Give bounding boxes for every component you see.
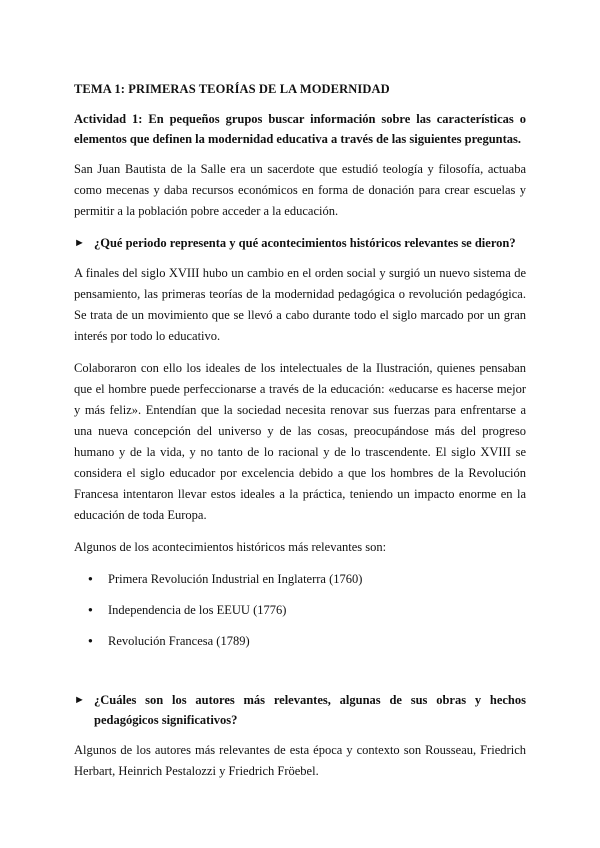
question-authors	[74, 690, 526, 730]
list-item	[74, 631, 526, 651]
question-authors-text: ¿Cuáles son los autores más relevantes, algunas de sus obras y hechos pedagógicos significativos?	[94, 693, 526, 727]
event-text: Independencia de los EEUU (1776)	[108, 603, 287, 617]
activity-statement: Actividad 1: En pequeños grupos buscar información sobre las características o elementos que definen la modernidad educativa a través de las siguientes preguntas.	[74, 112, 526, 146]
events-intro: Algunos de los acontecimientos históricos más relevantes son:	[74, 540, 387, 554]
bullet-icon: ●	[88, 636, 93, 645]
list-item	[74, 600, 526, 620]
paragraph-context: A finales del siglo XVIII hubo un cambio en el orden social y surgió un nuevo sistema de pensamiento, las primeras teorías de la modernidad pedagógica o revolución pedagógica. Se trata de un movimiento que se llevó a cabo durante todo el siglo marcado por un gran interés por todo lo educativo.	[74, 266, 526, 343]
arrow-bullet-icon: ►	[74, 694, 85, 706]
intro-paragraph: San Juan Bautista de la Salle era un sacerdote que estudió teología y filosofía, actuaba como mecenas y daba recursos económicos en forma de donación para crear escuelas y permitir a la población pobre acceder a la educación.	[74, 162, 526, 218]
events-list	[74, 569, 526, 651]
document-title: TEMA 1: PRIMERAS TEORÍAS DE LA MODERNIDAD	[74, 82, 390, 96]
section-spacer	[74, 662, 526, 690]
event-text: Primera Revolución Industrial en Inglaterra (1760)	[108, 572, 363, 586]
question-period-text: ¿Qué periodo representa y qué acontecimientos históricos relevantes se dieron?	[94, 236, 516, 250]
paragraph-authors: Algunos de los autores más relevantes de esta época y contexto son Rousseau, Friedrich Herbart, Heinrich Pestalozzi y Friedrich Fröebel.	[74, 743, 526, 778]
arrow-bullet-icon: ►	[74, 237, 85, 249]
event-text: Revolución Francesa (1789)	[108, 634, 250, 648]
bullet-icon: ●	[88, 605, 93, 614]
question-period	[74, 233, 526, 253]
paragraph-enlightenment: Colaboraron con ello los ideales de los intelectuales de la Ilustración, quienes pensaban que el hombre puede perfeccionarse a través de la educación: «educarse es hacerse mejor y más feliz». Entendían que la sociedad necesita renovar sus fuerzas para enfrentarse a una nueva concepción del universo y de las cosas, preocupándose más del progreso humano y de la vida, y no tanto de lo racional y de lo trascendente. El siglo XVIII se considera el siglo educador por excelencia debido a que los hombres de la Revolución Francesa intentaron llevar estos ideales a la práctica, teniendo un impacto enorme en la educación de toda Europa.	[74, 361, 526, 522]
bullet-icon: ●	[88, 574, 93, 583]
list-item	[74, 569, 526, 589]
